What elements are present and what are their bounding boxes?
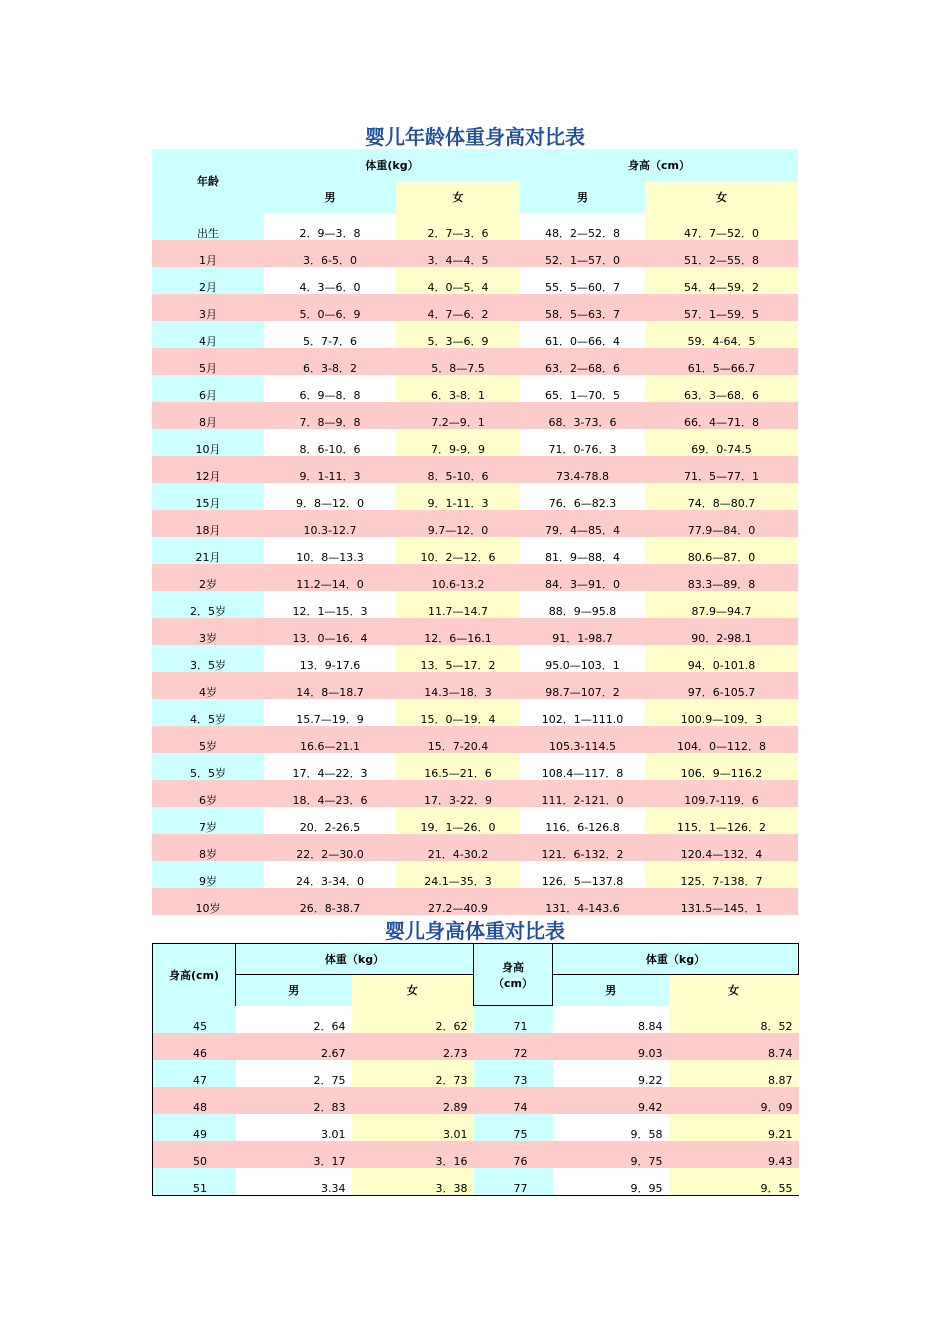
height-mid-cell: 74	[474, 1087, 553, 1114]
age-cell: 15月	[152, 483, 264, 510]
weight-left-female-cell: 3．38	[352, 1168, 474, 1196]
height-left-cell: 45	[153, 1006, 236, 1034]
height-female-cell: 77.9—84．0	[645, 510, 798, 537]
weight-left-male-cell: 3.01	[236, 1114, 352, 1141]
height-female-cell: 57．1—59．5	[645, 294, 798, 321]
height-male-cell: 126．5—137.8	[520, 861, 645, 888]
weight-header: 体重(kg）	[264, 149, 520, 181]
weight-male-cell: 6．9—8．8	[264, 375, 396, 402]
weight-male-cell: 3．6-5．0	[264, 240, 396, 267]
age-cell: 7岁	[152, 807, 264, 834]
table-row	[152, 564, 798, 591]
weight-female-cell: 27.2—40.9	[396, 888, 520, 915]
weight-left-female-cell: 2．62	[352, 1006, 474, 1034]
weight-male-cell: 6．3-8．2	[264, 348, 396, 375]
table-row	[153, 1033, 799, 1060]
weight-left-female-cell: 3.01	[352, 1114, 474, 1141]
height-female-cell: 120.4—132．4	[645, 834, 798, 861]
age-weight-height-table	[152, 149, 798, 915]
table-row	[153, 1114, 799, 1141]
weight-female-cell: 10．2—12．6	[396, 537, 520, 564]
height-male-cell: 55．5—60．7	[520, 267, 645, 294]
table-row	[152, 402, 798, 429]
table-row	[152, 429, 798, 456]
height-male-cell: 84．3—91．0	[520, 564, 645, 591]
height-female-cell: 106．9—116.2	[645, 753, 798, 780]
height-female-cell: 59．4-64．5	[645, 321, 798, 348]
table-row	[152, 537, 798, 564]
height-male-cell: 52．1—57．0	[520, 240, 645, 267]
height-female-cell: 51．2—55．8	[645, 240, 798, 267]
weight-male-cell: 12．1—15．3	[264, 591, 396, 618]
weight-left-male-header: 男	[236, 975, 352, 1006]
weight-male-cell: 11.2—14．0	[264, 564, 396, 591]
table-row	[152, 780, 798, 807]
age-cell: 6月	[152, 375, 264, 402]
height-male-cell: 81．9—88．4	[520, 537, 645, 564]
height-male-cell: 63．2—68．6	[520, 348, 645, 375]
height-male-cell: 116．6-126.8	[520, 807, 645, 834]
weight-female-cell: 10.6-13.2	[396, 564, 520, 591]
weight-female-cell: 9.7—12．0	[396, 510, 520, 537]
age-cell: 出生	[152, 213, 264, 240]
height-female-cell: 80.6—87．0	[645, 537, 798, 564]
age-cell: 21月	[152, 537, 264, 564]
table-row	[152, 348, 798, 375]
height-header: 身高（cm）	[520, 149, 798, 181]
age-cell: 2岁	[152, 564, 264, 591]
height-male-header: 男	[520, 181, 645, 213]
height-left-cell: 50	[153, 1141, 236, 1168]
height-mid-cell: 71	[474, 1006, 553, 1034]
weight-female-cell: 5．8—7.5	[396, 348, 520, 375]
age-cell: 4．5岁	[152, 699, 264, 726]
weight-male-cell: 7．8—9．8	[264, 402, 396, 429]
weight-right-female-cell: 9.43	[669, 1141, 799, 1168]
weight-male-cell: 14．8—18.7	[264, 672, 396, 699]
height-male-cell: 131．4-143.6	[520, 888, 645, 915]
age-table-title: 婴儿年龄体重身高对比表	[365, 125, 585, 149]
age-cell: 9岁	[152, 861, 264, 888]
table-row	[152, 672, 798, 699]
table-row	[152, 645, 798, 672]
table-row	[152, 510, 798, 537]
height-female-cell: 87.9—94.7	[645, 591, 798, 618]
weight-male-cell: 20．2-26.5	[264, 807, 396, 834]
height-female-cell: 63．3—68．6	[645, 375, 798, 402]
height-female-cell: 100.9—109．3	[645, 699, 798, 726]
weight-right-male-cell: 9.42	[553, 1087, 669, 1114]
age-cell: 2．5岁	[152, 591, 264, 618]
age-cell: 10岁	[152, 888, 264, 915]
table-row	[153, 1087, 799, 1114]
height-left-header: 身高(cm)	[153, 944, 236, 1006]
age-cell: 5月	[152, 348, 264, 375]
weight-female-cell: 2．7—3．6	[396, 213, 520, 240]
table-row	[152, 456, 798, 483]
table-row	[152, 483, 798, 510]
weight-female-cell: 9．1-11．3	[396, 483, 520, 510]
weight-left-female-cell: 2.89	[352, 1087, 474, 1114]
weight-male-cell: 2．9—3．8	[264, 213, 396, 240]
weight-left-female-header: 女	[352, 975, 474, 1006]
weight-female-header: 女	[396, 181, 520, 213]
weight-left-male-cell: 2.67	[236, 1033, 352, 1060]
age-cell: 3月	[152, 294, 264, 321]
table-row	[152, 834, 798, 861]
weight-left-male-cell: 2．75	[236, 1060, 352, 1087]
height-male-cell: 76．6—82.3	[520, 483, 645, 510]
weight-left-male-cell: 2．83	[236, 1087, 352, 1114]
weight-female-cell: 6．3-8．1	[396, 375, 520, 402]
age-cell: 8岁	[152, 834, 264, 861]
height-mid-label: 身高	[502, 960, 525, 974]
height-male-cell: 111．2-121．0	[520, 780, 645, 807]
age-cell: 4岁	[152, 672, 264, 699]
weight-right-header: 体重（kg）	[553, 944, 799, 975]
age-cell: 1月	[152, 240, 264, 267]
weight-right-male-cell: 9．95	[553, 1168, 669, 1196]
weight-female-cell: 4．7—6．2	[396, 294, 520, 321]
weight-female-cell: 13．5—17．2	[396, 645, 520, 672]
weight-male-cell: 18．4—23．6	[264, 780, 396, 807]
height-female-cell: 47．7—52．0	[645, 213, 798, 240]
table-row	[152, 591, 798, 618]
table-row	[153, 1006, 799, 1034]
weight-right-female-cell: 9．09	[669, 1087, 799, 1114]
weight-female-cell: 17．3-22．9	[396, 780, 520, 807]
table-row	[152, 240, 798, 267]
weight-female-cell: 7.2—9．1	[396, 402, 520, 429]
weight-male-header: 男	[264, 181, 396, 213]
weight-right-male-cell: 9．75	[553, 1141, 669, 1168]
age-cell: 8月	[152, 402, 264, 429]
age-cell: 3．5岁	[152, 645, 264, 672]
height-mid-cell: 72	[474, 1033, 553, 1060]
height-male-cell: 105.3-114.5	[520, 726, 645, 753]
height-male-cell: 108.4—117．8	[520, 753, 645, 780]
table-row	[152, 213, 798, 240]
height-mid-header	[474, 944, 553, 1006]
height-mid-cell: 77	[474, 1168, 553, 1196]
weight-left-female-cell: 2.73	[352, 1033, 474, 1060]
table-row	[152, 294, 798, 321]
height-female-header: 女	[645, 181, 798, 213]
weight-female-cell: 4．0—5．4	[396, 267, 520, 294]
age-cell: 6岁	[152, 780, 264, 807]
table-row	[152, 753, 798, 780]
height-male-cell: 58．5—63．7	[520, 294, 645, 321]
height-male-cell: 65．1—70．5	[520, 375, 645, 402]
weight-male-cell: 22．2—30.0	[264, 834, 396, 861]
table-row	[152, 267, 798, 294]
table-row	[152, 807, 798, 834]
table-row	[152, 321, 798, 348]
height-female-cell: 66．4—71．8	[645, 402, 798, 429]
weight-right-male-cell: 9.22	[553, 1060, 669, 1087]
height-female-cell: 109.7-119．6	[645, 780, 798, 807]
height-male-cell: 61．0—66．4	[520, 321, 645, 348]
height-female-cell: 97．6-105.7	[645, 672, 798, 699]
age-cell: 5岁	[152, 726, 264, 753]
height-female-cell: 54．4—59．2	[645, 267, 798, 294]
weight-right-male-header: 男	[553, 975, 669, 1006]
weight-female-cell: 16.5—21．6	[396, 753, 520, 780]
height-mid-cell: 76	[474, 1141, 553, 1168]
height-male-cell: 88．9—95.8	[520, 591, 645, 618]
height-female-cell: 71．5—77．1	[645, 456, 798, 483]
height-male-cell: 68．3-73．6	[520, 402, 645, 429]
weight-right-female-cell: 8．52	[669, 1006, 799, 1034]
weight-male-cell: 15.7—19．9	[264, 699, 396, 726]
height-left-cell: 48	[153, 1087, 236, 1114]
weight-right-male-cell: 9．58	[553, 1114, 669, 1141]
weight-female-cell: 7．9-9．9	[396, 429, 520, 456]
height-weight-table	[152, 943, 799, 1196]
weight-left-male-cell: 2．64	[236, 1006, 352, 1034]
height-table-title: 婴儿身高体重对比表	[385, 919, 565, 943]
weight-male-cell: 5．7-7．6	[264, 321, 396, 348]
age-cell: 12月	[152, 456, 264, 483]
height-male-cell: 102．1—111.0	[520, 699, 645, 726]
height-mid-unit: （cm）	[493, 976, 533, 990]
weight-right-female-cell: 8.87	[669, 1060, 799, 1087]
weight-right-female-cell: 9．55	[669, 1168, 799, 1196]
table-row	[152, 861, 798, 888]
weight-female-cell: 24.1—35．3	[396, 861, 520, 888]
weight-male-cell: 5．0—6．9	[264, 294, 396, 321]
height-female-cell: 104．0—112．8	[645, 726, 798, 753]
age-cell: 2月	[152, 267, 264, 294]
weight-female-cell: 11.7—14.7	[396, 591, 520, 618]
age-cell: 18月	[152, 510, 264, 537]
weight-female-cell: 8．5-10．6	[396, 456, 520, 483]
weight-female-cell: 12．6—16.1	[396, 618, 520, 645]
weight-male-cell: 4．3—6．0	[264, 267, 396, 294]
height-male-cell: 48．2—52．8	[520, 213, 645, 240]
weight-right-male-cell: 8.84	[553, 1006, 669, 1034]
table-row	[152, 699, 798, 726]
height-female-cell: 61．5—66.7	[645, 348, 798, 375]
age-cell: 3岁	[152, 618, 264, 645]
weight-female-cell: 15．7-20.4	[396, 726, 520, 753]
table-row	[153, 1141, 799, 1168]
table-row	[153, 1168, 799, 1196]
height-female-cell: 115．1—126．2	[645, 807, 798, 834]
height-male-cell: 79．4—85．4	[520, 510, 645, 537]
height-mid-cell: 73	[474, 1060, 553, 1087]
table-row	[152, 618, 798, 645]
table-row	[152, 726, 798, 753]
weight-left-female-cell: 3．16	[352, 1141, 474, 1168]
height-female-cell: 94．0-101.8	[645, 645, 798, 672]
weight-left-header: 体重（kg）	[236, 944, 474, 975]
table-row	[153, 1060, 799, 1087]
height-mid-cell: 75	[474, 1114, 553, 1141]
weight-left-female-cell: 2．73	[352, 1060, 474, 1087]
weight-male-cell: 9．1-11．3	[264, 456, 396, 483]
weight-male-cell: 13．9-17.6	[264, 645, 396, 672]
weight-left-male-cell: 3.34	[236, 1168, 352, 1196]
weight-left-male-cell: 3．17	[236, 1141, 352, 1168]
height-left-cell: 51	[153, 1168, 236, 1196]
weight-male-cell: 16.6—21.1	[264, 726, 396, 753]
weight-right-female-header: 女	[669, 975, 799, 1006]
weight-male-cell: 17．4—22．3	[264, 753, 396, 780]
height-male-cell: 91．1-98.7	[520, 618, 645, 645]
weight-male-cell: 24．3-34．0	[264, 861, 396, 888]
height-male-cell: 71．0-76．3	[520, 429, 645, 456]
weight-female-cell: 5．3—6．9	[396, 321, 520, 348]
table-row	[152, 888, 798, 915]
height-female-cell: 125．7-138．7	[645, 861, 798, 888]
weight-male-cell: 9．8—12．0	[264, 483, 396, 510]
weight-female-cell: 3．4—4．5	[396, 240, 520, 267]
height-male-cell: 121．6-132．2	[520, 834, 645, 861]
weight-female-cell: 21．4-30.2	[396, 834, 520, 861]
height-left-cell: 46	[153, 1033, 236, 1060]
weight-male-cell: 10．8—13.3	[264, 537, 396, 564]
age-cell: 4月	[152, 321, 264, 348]
weight-male-cell: 26．8-38.7	[264, 888, 396, 915]
height-left-cell: 49	[153, 1114, 236, 1141]
weight-female-cell: 19．1—26．0	[396, 807, 520, 834]
weight-female-cell: 15．0—19．4	[396, 699, 520, 726]
table-row	[152, 375, 798, 402]
age-cell: 5．5岁	[152, 753, 264, 780]
height-left-cell: 47	[153, 1060, 236, 1087]
height-female-cell: 131.5—145．1	[645, 888, 798, 915]
weight-right-male-cell: 9.03	[553, 1033, 669, 1060]
weight-female-cell: 14.3—18．3	[396, 672, 520, 699]
height-male-cell: 95.0—103．1	[520, 645, 645, 672]
age-header: 年龄	[152, 149, 264, 213]
height-female-cell: 90．2-98.1	[645, 618, 798, 645]
height-female-cell: 74．8—80.7	[645, 483, 798, 510]
weight-right-female-cell: 8.74	[669, 1033, 799, 1060]
weight-male-cell: 13．0—16．4	[264, 618, 396, 645]
height-female-cell: 83.3—89．8	[645, 564, 798, 591]
height-female-cell: 69．0-74.5	[645, 429, 798, 456]
height-male-cell: 98.7—107．2	[520, 672, 645, 699]
weight-right-female-cell: 9.21	[669, 1114, 799, 1141]
weight-male-cell: 8．6-10．6	[264, 429, 396, 456]
age-cell: 10月	[152, 429, 264, 456]
weight-male-cell: 10.3-12.7	[264, 510, 396, 537]
height-male-cell: 73.4-78.8	[520, 456, 645, 483]
